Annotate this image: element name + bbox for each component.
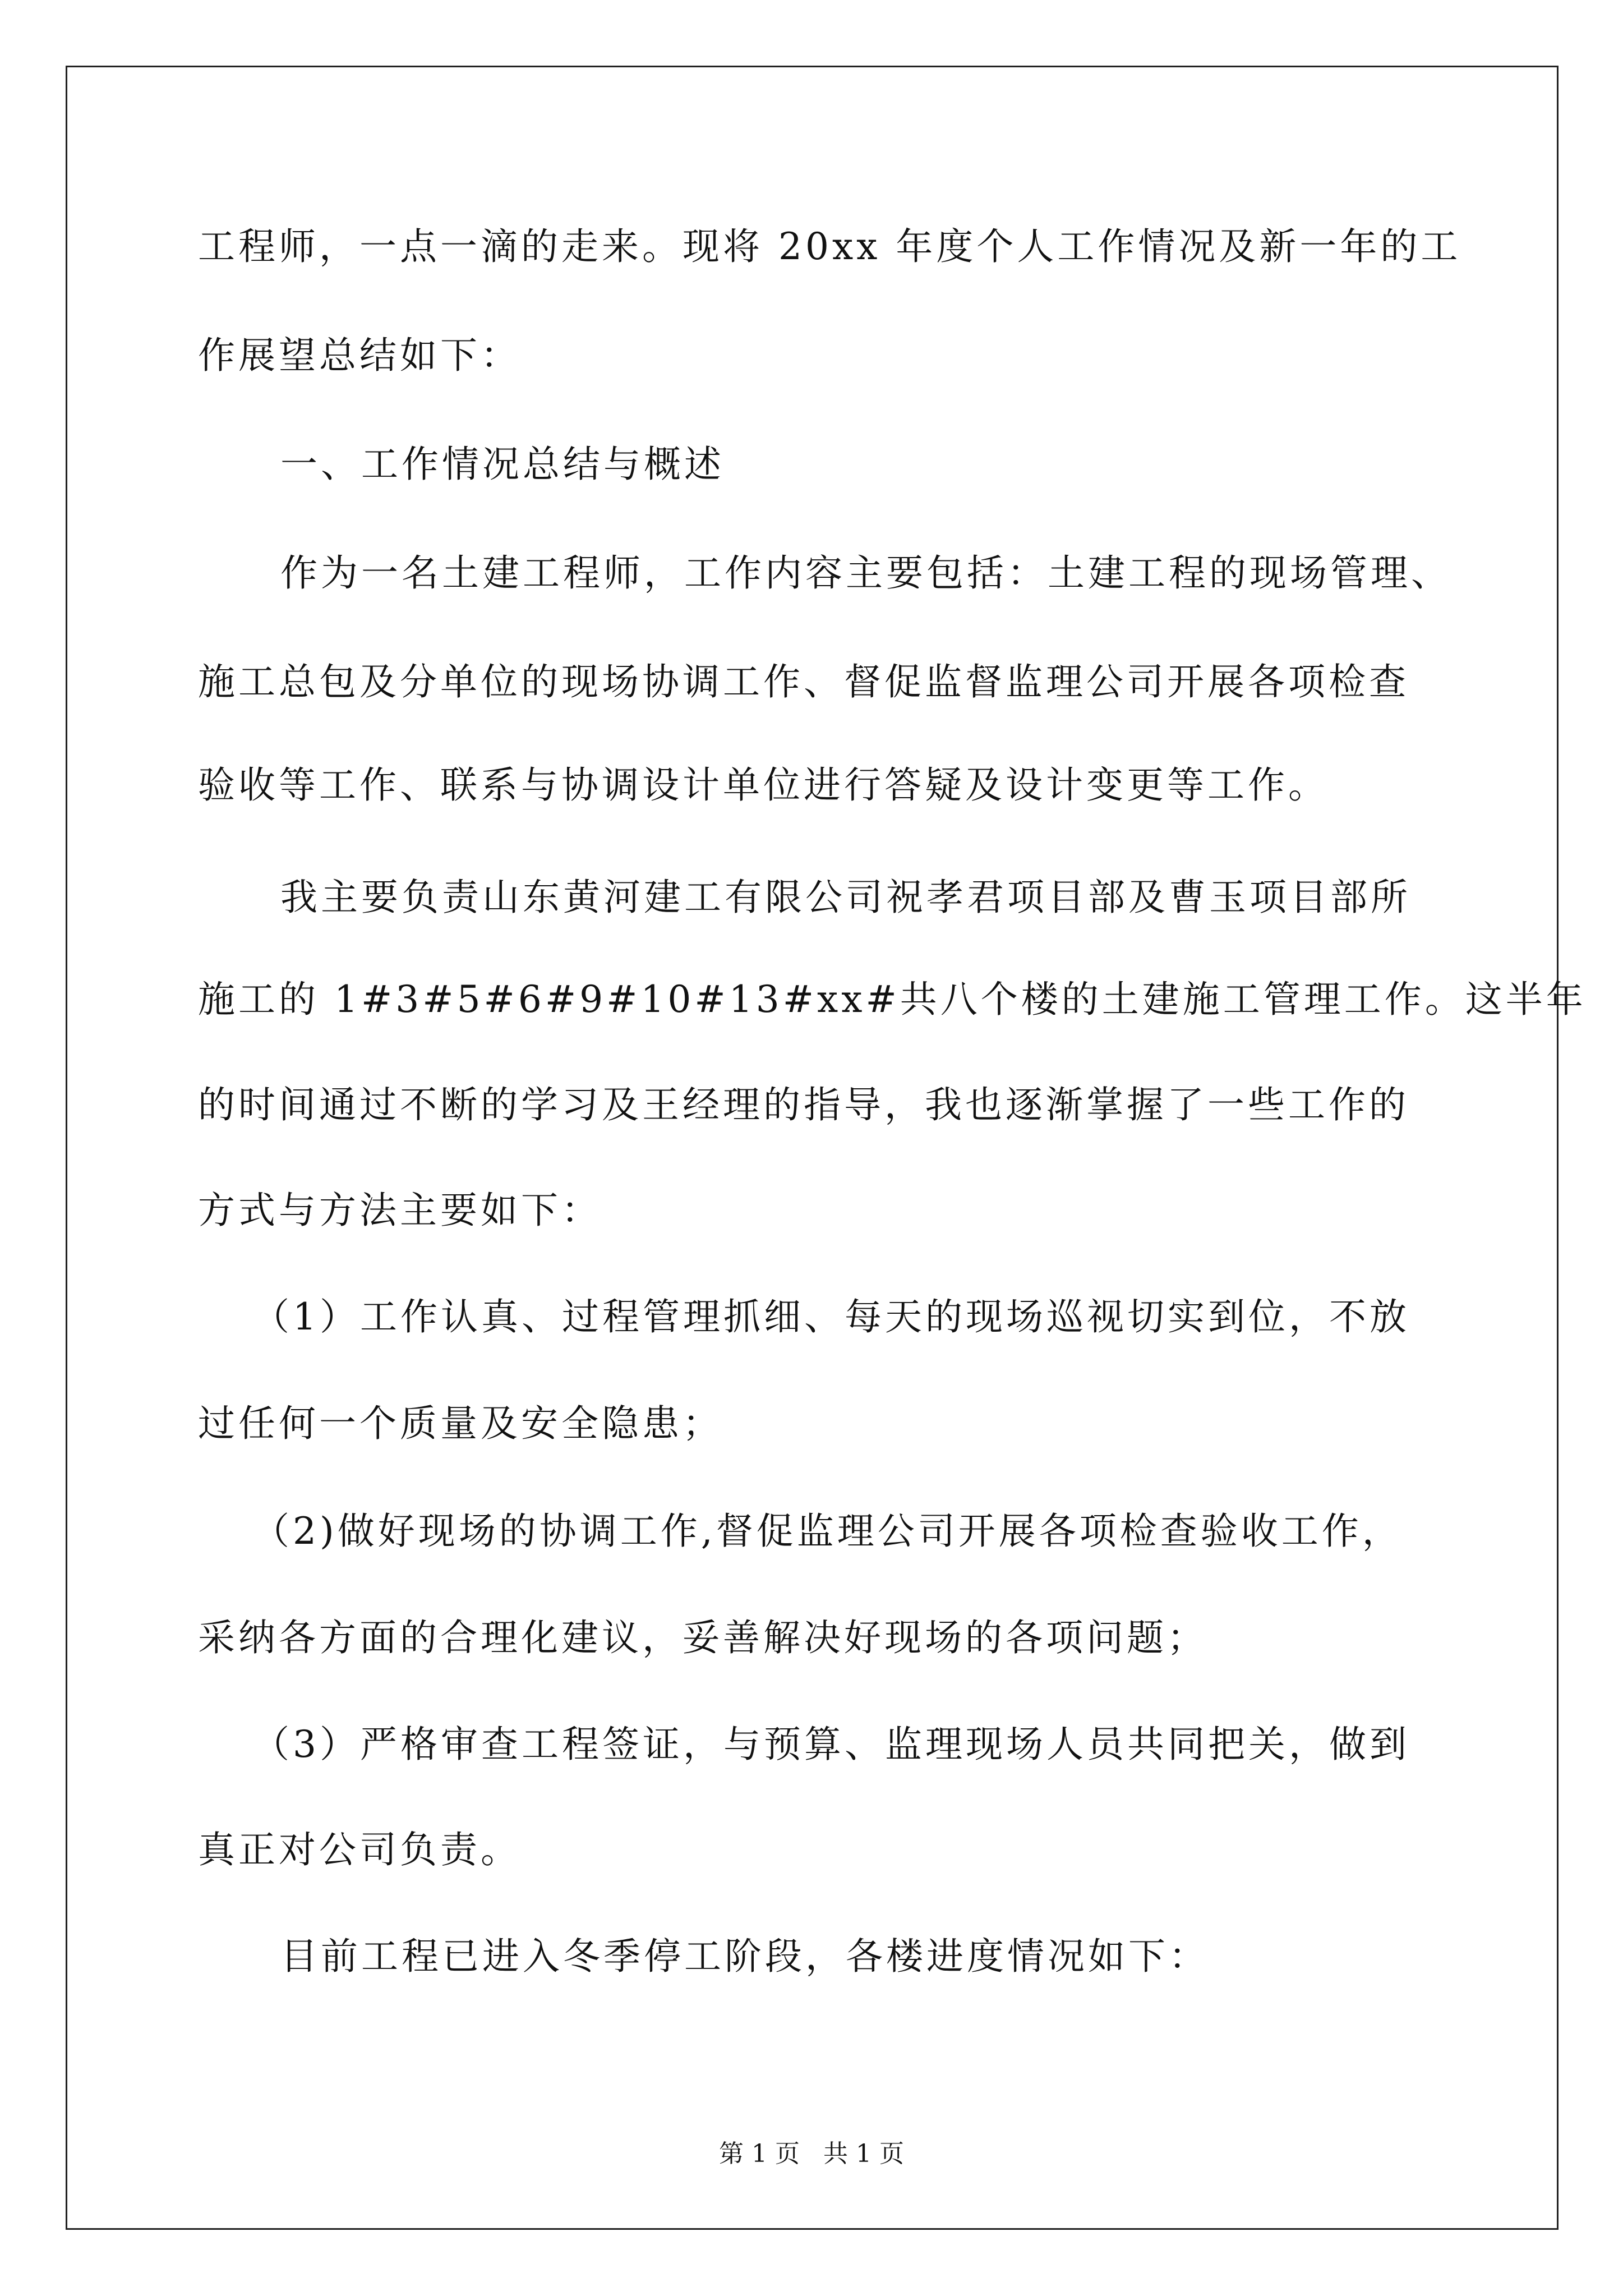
page-footer: 第 1 页 共 1 页 [719,2139,904,2168]
text-line: 施工的 1#3#5#6#9#10#13#xx#共八个楼的土建施工管理工作。这半年 [198,978,1587,1021]
list-item: （1）工作认真、过程管理抓细、每天的现场巡视切实到位，不放 [252,1295,1410,1338]
text-line: 施工总包及分单位的现场协调工作、督促监督监理公司开展各项检查 [198,660,1409,703]
text-line: 过任何一个质量及安全隐患； [198,1402,723,1445]
page-border [66,66,1559,2230]
text-line: 作为一名土建工程师，工作内容主要包括：土建工程的现场管理、 [280,551,1451,595]
text-line: 方式与方法主要如下： [198,1189,602,1232]
text-line: 我主要负责山东黄河建工有限公司祝孝君项目部及曹玉项目部所 [280,876,1411,919]
text-line: 作展望总结如下： [198,334,521,377]
text-line: 验收等工作、联系与协调设计单位进行答疑及设计变更等工作。 [198,763,1329,807]
text-line: 的时间通过不断的学习及王经理的指导，我也逐渐掌握了一些工作的 [198,1083,1409,1126]
text-line: 采纳各方面的合理化建议，妥善解决好现场的各项问题； [198,1616,1207,1659]
text-line: 工程师，一点一滴的走来。现将 20xx 年度个人工作情况及新一年的工 [198,225,1461,268]
list-item: （2)做好现场的协调工作,督促监理公司开展各项检查验收工作， [252,1510,1403,1553]
text-line: 目前工程已进入冬季停工阶段，各楼进度情况如下： [280,1935,1209,1978]
text-line: 真正对公司负责。 [198,1828,521,1871]
section-heading: 一、工作情况总结与概述 [280,443,725,486]
list-item: （3）严格审查工程签证，与预算、监理现场人员共同把关，做到 [252,1723,1410,1766]
